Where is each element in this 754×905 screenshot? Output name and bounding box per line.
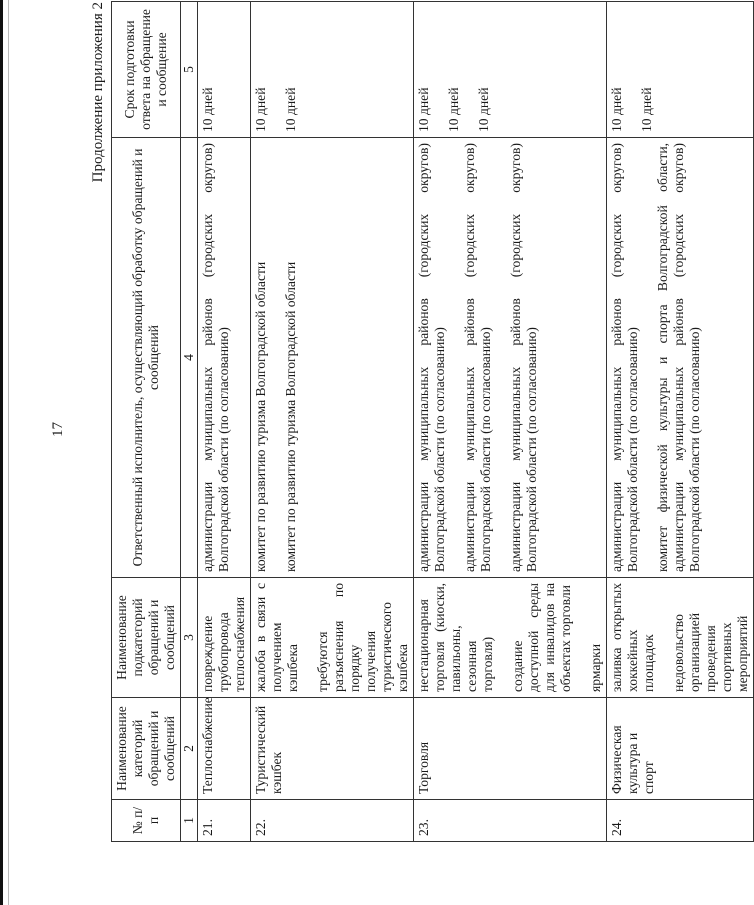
header-number: № п/п [112, 800, 181, 842]
scan-edge [0, 0, 3, 905]
row-responsible [198, 138, 251, 578]
responsible: администрации муниципальных районов (городских округов) Волгоградской области (по согласованию) [200, 143, 231, 572]
table-row [607, 2, 754, 842]
scan-edge-line [8, 0, 9, 905]
column-number-row [181, 2, 198, 842]
table-header-row [112, 2, 181, 842]
subcategory: повреждение трубопровода теплоснабжения [200, 596, 247, 692]
page-number: 17 [50, 422, 66, 437]
responsible: администрации муниципальных районов (городских округов) Волгоградской области (по согласованию) [462, 143, 493, 572]
deadline: 10 дней [446, 87, 461, 132]
row-category: Туристический кэшбек [251, 698, 414, 800]
deadline: 10 дней [416, 87, 431, 132]
responsible: комитет физической культуры и спорта Волгоградской области, администрации муниципальных районов (городских округов) Волгоградской области (по согласованию) [655, 143, 702, 572]
column-number: 4 [181, 138, 198, 578]
row-responsible [414, 138, 607, 578]
responsible: администрации муниципальных районов (городских округов) Волгоградской области (по согласованию) [416, 143, 447, 572]
row-number: 23. [414, 800, 607, 842]
subcategory: недовольство организацией проведения спортивных мероприятий [671, 612, 750, 692]
deadline: 10 дней [609, 87, 624, 132]
deadline: 10 дней [283, 87, 298, 132]
responsible: администрации муниципальных районов (городских округов) Волгоградской области (по согласованию) [508, 143, 539, 572]
row-category: Торговля [414, 698, 607, 800]
row-category: Теплоснабжение [198, 698, 251, 800]
deadline: 10 дней [639, 87, 654, 132]
subcategory: заливка открытых хоккейных площадок [609, 583, 656, 692]
row-deadlines [198, 2, 251, 138]
row-deadlines [414, 2, 607, 138]
row-deadlines [607, 2, 754, 138]
deadline: 10 дней [253, 87, 268, 132]
header-responsible: Ответственный исполнитель, осуществляющий обработку обращений и сообщений [112, 138, 181, 578]
subcategory: требуются разъяснения по порядку получения туристического кэшбека [315, 583, 410, 692]
subcategory: нестационарная торговля (киоски, павильоны, сезонная торговля) [416, 583, 495, 692]
row-number: 22. [251, 800, 414, 842]
table-row [198, 2, 251, 842]
deadline: 10 дней [476, 87, 491, 132]
deadline: 10 дней [200, 87, 215, 132]
subcategory: жалоба в связи с получением кэшбека [253, 583, 300, 692]
row-deadlines [251, 2, 414, 138]
appeals-table [111, 1, 754, 842]
header-subcategory: Наименование подкатегорий обращений и сообщений [112, 578, 181, 698]
row-subcategories [198, 578, 251, 698]
table-row [251, 2, 414, 842]
column-number: 3 [181, 578, 198, 698]
appendix-caption: Продолжение приложения 2 [90, 2, 106, 183]
row-number: 24. [607, 800, 754, 842]
column-number: 5 [181, 2, 198, 138]
row-responsible [607, 138, 754, 578]
responsible: администрации муниципальных районов (городских округов) Волгоградской области (по согласованию) [609, 143, 640, 572]
header-deadline: Срок подготовки ответа на обращение и сообщение [112, 2, 181, 138]
header-category: Наименование категорий обращений и сообщений [112, 698, 181, 800]
row-number: 21. [198, 800, 251, 842]
subcategory: ярмарки [588, 643, 603, 692]
row-responsible [251, 138, 414, 578]
row-subcategories [251, 578, 414, 698]
subcategory: создание доступной среды для инвалидов на объектах торговли [510, 583, 573, 692]
column-number: 1 [181, 800, 198, 842]
row-subcategories [607, 578, 754, 698]
rotated-page-content [87, 2, 750, 842]
row-category: Физическая культура и спорт [607, 698, 754, 800]
column-number: 2 [181, 698, 198, 800]
responsible: комитет по развитию туризма Волгоградской области [283, 261, 298, 572]
responsible: комитет по развитию туризма Волгоградской области [253, 261, 268, 572]
row-subcategories [414, 578, 607, 698]
table-row [414, 2, 607, 842]
